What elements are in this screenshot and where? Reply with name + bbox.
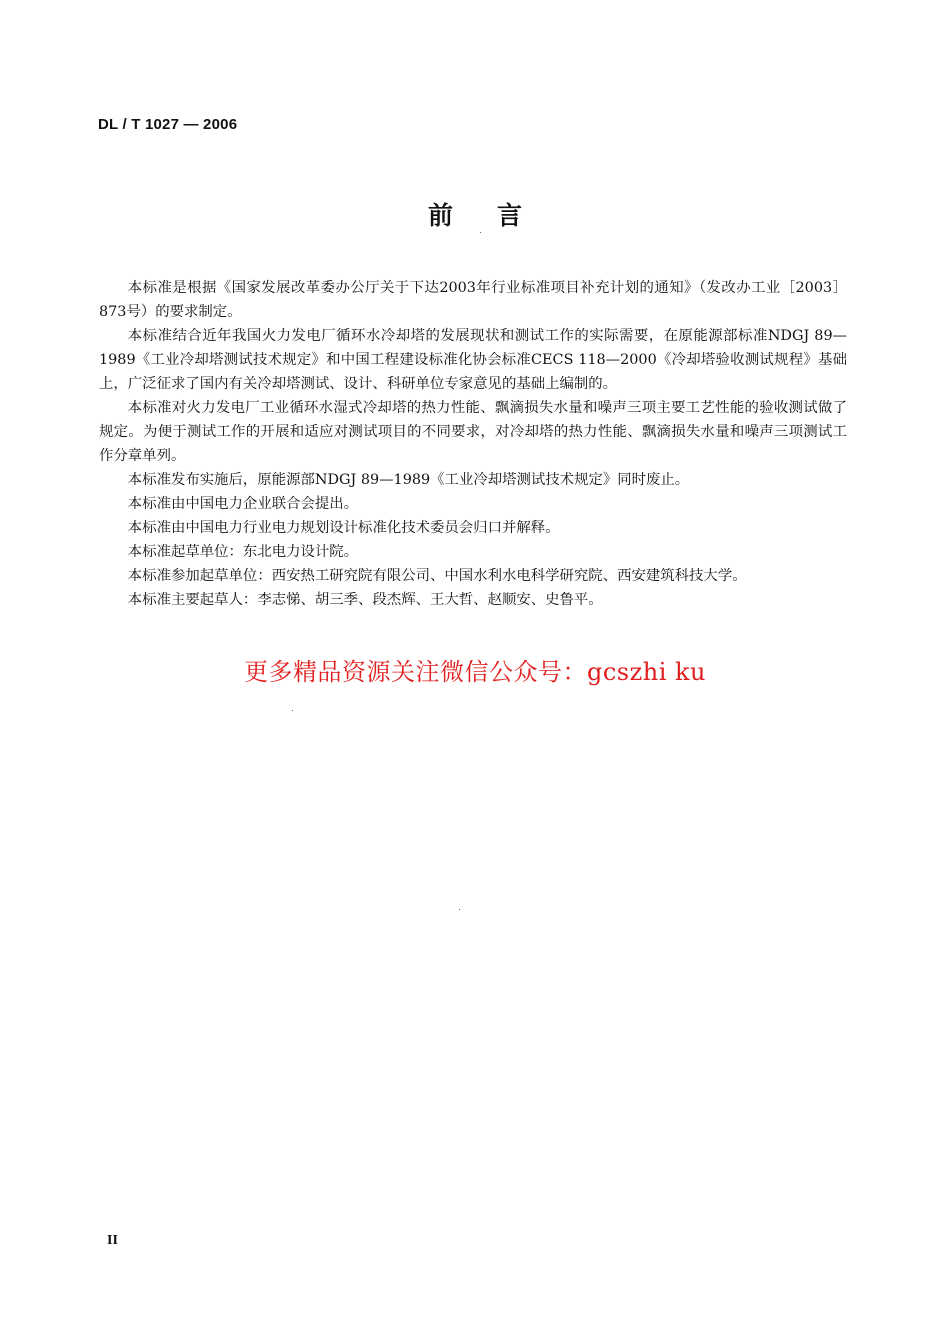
paragraph: 本标准发布实施后，原能源部NDGJ 89—1989《工业冷却塔测试技术规定》同时废止。 (127, 472, 690, 488)
paragraph: 本标准主要起草人：李志悌、胡三季、段杰辉、王大哲、赵顺安、史鲁平。 (127, 592, 603, 608)
page-title: 前言 (427, 201, 566, 230)
scan-speck (459, 909, 460, 910)
document-code: DL / T 1027 — 2006 (98, 116, 238, 133)
paragraph: 本标准起草单位：东北电力设计院。 (127, 544, 359, 560)
paragraph: 本标准参加起草单位：西安热工研究院有限公司、中国水利水电科学研究院、西安建筑科技大学。 (127, 568, 747, 584)
paragraph: 本标准由中国电力企业联合会提出。 (127, 496, 359, 512)
paragraph: 本标准由中国电力行业电力规划设计标准化技术委员会归口并解释。 (127, 520, 560, 536)
page-number: II (107, 1233, 118, 1248)
promo-watermark-text: 更多精品资源关注微信公众号：gcszhi ku (243, 658, 707, 686)
scan-speck (292, 710, 293, 711)
paragraph: 本标准结合近年我国火力发电厂循环水冷却塔的发展现状和测试工作的实际需要，在原能源部标准NDGJ 89—1989《工业冷却塔测试技术规定》和中国工程建设标准化协会标准CECS 118—2000《冷却塔验收测试规程》基础上，广泛征求了国内有关冷却塔测试、设计、科研单位专家意见的基础上编制的。 (99, 328, 847, 392)
paragraph: 本标准是根据《国家发展改革委办公厅关于下达2003年行业标准项目补充计划的通知》（发改办工业［2003］873号）的要求制定。 (99, 280, 847, 320)
paragraph: 本标准对火力发电厂工业循环水湿式冷却塔的热力性能、飘滴损失水量和噪声三项主要工艺性能的验收测试做了规定。为便于测试工作的开展和适应对测试项目的不同要求，对冷却塔的热力性能、飘滴损失水量和噪声三项测试工作分章单列。 (99, 400, 847, 464)
foreword-body (99, 276, 847, 612)
scan-speck (480, 232, 481, 233)
